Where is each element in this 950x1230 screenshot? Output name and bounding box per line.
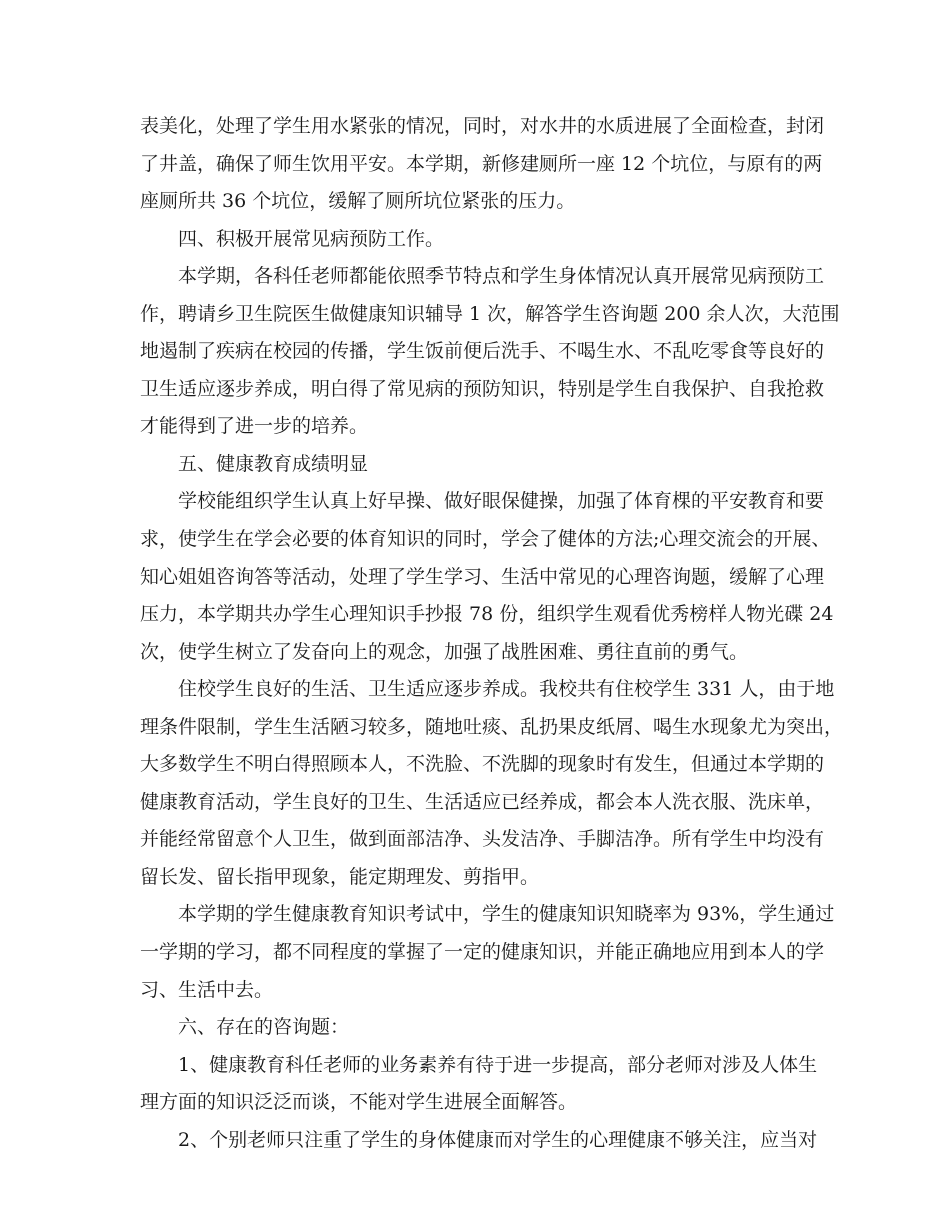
text-line: 一学期的学习，都不同程度的掌握了一定的健康知识，并能正确地应用到本人的学 [140,941,825,964]
text-line: 次，使学生树立了发奋向上的观念，加强了战胜困难、勇往直前的勇气。 [140,640,749,663]
text-line: 作，聘请乡卫生院医生做健康知识辅导 1 次，解答学生咨询题 200 余人次，大范围 [140,302,840,325]
text-line: 健康教育活动，学生良好的卫生、生活适应已经养成，都会本人洗衣服、洗床单， [140,790,825,813]
text-line: 求，使学生在学会必要的体育知识的同时，学会了健体的方法;心理交流会的开展、 [140,528,831,551]
text-line: 表美化，处理了学生用水紧张的情况，同时，对水井的水质进展了全面检查，封闭 [140,115,825,137]
text-line: 五、健康教育成绩明显 [178,452,369,475]
text-line: 知心姐姐咨询答等活动，处理了学生学习、生活中常见的心理咨询题，缓解了心理 [140,565,825,588]
text-line: 理方面的知识泛泛而谈，不能对学生进展全面解答。 [140,1091,578,1114]
text-line: 住校学生良好的生活、卫生适应逐步养成。我校共有住校学生 331 人，由于地 [178,678,835,701]
text-line: 座厕所共 36 个坑位，缓解了厕所坑位紧张的压力。 [140,190,576,213]
text-line: 理条件限制，学生生活陋习较多，随地吐痰、乱扔果皮纸屑、喝生水现象尤为突出， [140,715,844,738]
text-line: 1、健康教育科任老师的业务素养有待于进一步提高，部分老师对涉及人体生 [178,1053,818,1076]
text-line: 学校能组织学生认真上好早操、做好眼保健操，加强了体育棵的平安教育和要 [178,490,825,513]
text-line: 2、个别老师只注重了学生的身体健康而对学生的心理健康不够关注，应当对 [178,1128,818,1151]
text-line: 压力，本学期共办学生心理知识手抄报 78 份，组织学生观看优秀榜样人物光碟 24 [140,603,834,626]
text-line: 大多数学生不明白得照顾本人，不洗脸、不洗脚的现象时有发生，但通过本学期的 [140,753,825,776]
text-line: 并能经常留意个人卫生，做到面部洁净、头发洁净、手脚洁净。所有学生中均没有 [140,828,825,851]
text-line: 留长发、留长指甲现象，能定期理发、剪指甲。 [140,865,540,888]
text-line: 六、存在的咨询题： [178,1016,350,1039]
text-line: 习、生活中去。 [140,978,274,1001]
text-line: 地遏制了疾病在校园的传播，学生饭前便后洗手、不喝生水、不乱吃零食等良好的 [140,340,825,363]
text-line: 才能得到了进一步的培养。 [140,415,369,438]
document-body [140,108,844,1159]
text-line: 四、积极开展常见病预防工作。 [178,227,445,250]
text-line: 了井盖，确保了师生饮用平安。本学期，新修建厕所一座 12 个坑位，与原有的两 [140,152,823,175]
text-line: 卫生适应逐步养成，明白得了常见病的预防知识，特别是学生自我保护、自我抢救 [140,377,825,400]
text-line: 本学期，各科任老师都能依照季节特点和学生身体情况认真开展常见病预防工 [178,265,825,288]
text-line: 本学期的学生健康教育知识考试中，学生的健康知识知晓率为 93%，学生通过 [178,903,835,926]
